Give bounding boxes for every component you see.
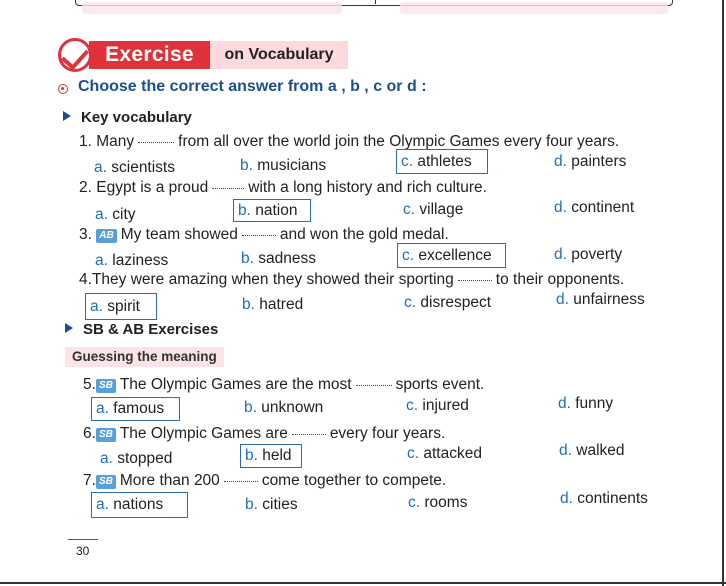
option-6d[interactable]: d. walked: [559, 442, 625, 459]
question-text-after: come together to compete.: [261, 472, 447, 489]
exercise-title: Exercise: [89, 41, 210, 69]
question-3: [79, 226, 449, 244]
previous-exercise-divider: [375, 0, 376, 4]
option-5b[interactable]: b. unknown: [244, 399, 324, 416]
question-text-after: from all over the world join the Olympic Games every four years.: [178, 133, 620, 150]
option-3d[interactable]: d. poverty: [554, 246, 623, 263]
option-3b[interactable]: b. sadness: [241, 250, 316, 267]
option-1a[interactable]: a. scientists: [94, 159, 175, 176]
question-number: 7.: [83, 472, 96, 489]
section-key-vocabulary: [63, 109, 192, 126]
option-7a-selected[interactable]: a. nations: [91, 492, 188, 518]
page-number-rule: [68, 539, 98, 540]
triangle-bullet-icon: [63, 111, 71, 121]
question-text-before: The Olympic Games are the most: [119, 376, 352, 393]
question-4: [79, 271, 624, 289]
option-2b-selected[interactable]: b. nation: [233, 199, 311, 222]
faded-highlight-left: [82, 2, 342, 14]
option-6b-selected[interactable]: b. held: [240, 444, 302, 468]
section-title: Key vocabulary: [81, 109, 192, 126]
option-5d[interactable]: d. funny: [558, 395, 614, 412]
question-number: 2.: [79, 179, 92, 196]
question-1: [79, 133, 619, 151]
option-7d[interactable]: d. continents: [560, 490, 648, 507]
target-bullet-icon: [58, 84, 68, 94]
answer-blank: [292, 434, 326, 435]
question-7: [83, 472, 446, 490]
frame-bottom-border: [0, 582, 726, 584]
page-number: 30: [76, 544, 90, 558]
exercise-subtitle: on Vocabulary: [210, 41, 348, 69]
guessing-the-meaning-label: Guessing the meaning: [65, 347, 224, 367]
option-6a[interactable]: a. stopped: [100, 450, 173, 467]
option-4c[interactable]: c. disrespect: [404, 294, 492, 311]
answer-blank: [224, 481, 258, 482]
question-5: [83, 376, 484, 394]
triangle-bullet-icon: [65, 323, 73, 333]
answer-blank: [242, 235, 276, 236]
question-text-before: More than 200: [119, 472, 220, 489]
faded-highlight-right: [400, 2, 668, 14]
sb-tag: SB: [96, 475, 116, 489]
option-4b[interactable]: b. hatred: [242, 296, 304, 313]
option-2d[interactable]: d. continent: [554, 199, 635, 216]
question-text-before: Egypt is a proud: [96, 179, 209, 196]
question-text-before: Many: [96, 133, 135, 150]
question-number: 6.: [83, 425, 96, 442]
frame-right-border: [722, 0, 724, 586]
question-text-after: to their opponents.: [495, 271, 625, 288]
section-sb-ab-exercises: [65, 321, 218, 338]
option-3a[interactable]: a. laziness: [95, 252, 169, 269]
question-text-before: My team showed: [120, 226, 238, 243]
option-5c[interactable]: c. injured: [406, 397, 469, 414]
question-6: [83, 425, 445, 443]
option-4a-selected[interactable]: a. spirit: [85, 293, 157, 320]
question-number: 4.: [79, 271, 92, 288]
answer-blank: [356, 385, 392, 386]
option-1d[interactable]: d. painters: [554, 153, 627, 170]
option-6c[interactable]: c. attacked: [407, 445, 482, 462]
question-number: 1.: [79, 133, 92, 150]
answer-blank: [458, 280, 492, 281]
question-text-after: sports event.: [395, 376, 485, 393]
question-text-after: with a long history and rich culture.: [248, 179, 487, 196]
option-3c-selected[interactable]: c. excellence: [397, 243, 506, 268]
sb-tag: SB: [96, 379, 116, 393]
answer-blank: [212, 188, 244, 189]
question-text-before: They were amazing when they showed their sporting: [91, 271, 454, 288]
instruction-text: Choose the correct answer from a , b , c or d :: [78, 78, 427, 95]
question-text-before: The Olympic Games are: [119, 425, 288, 442]
option-1c-selected[interactable]: c. athletes: [396, 149, 488, 174]
option-5a-selected[interactable]: a. famous: [91, 397, 180, 421]
question-text-after: and won the gold medal.: [279, 226, 449, 243]
question-text-after: every four years.: [329, 425, 446, 442]
check-badge-icon: [58, 38, 92, 72]
sb-tag: SB: [96, 428, 116, 442]
option-2a[interactable]: a. city: [95, 206, 136, 223]
option-7c[interactable]: c. rooms: [408, 494, 468, 511]
option-7b[interactable]: b. cities: [245, 496, 298, 513]
option-1b[interactable]: b. musicians: [240, 157, 327, 174]
option-4d[interactable]: d. unfairness: [556, 291, 645, 308]
ab-tag: AB: [96, 229, 116, 243]
answer-blank: [138, 142, 174, 143]
section-title: SB & AB Exercises: [83, 321, 219, 338]
question-2: [79, 179, 487, 197]
question-number: 5.: [83, 376, 96, 393]
option-2c[interactable]: c. village: [403, 201, 464, 218]
question-number: 3.: [79, 226, 92, 243]
